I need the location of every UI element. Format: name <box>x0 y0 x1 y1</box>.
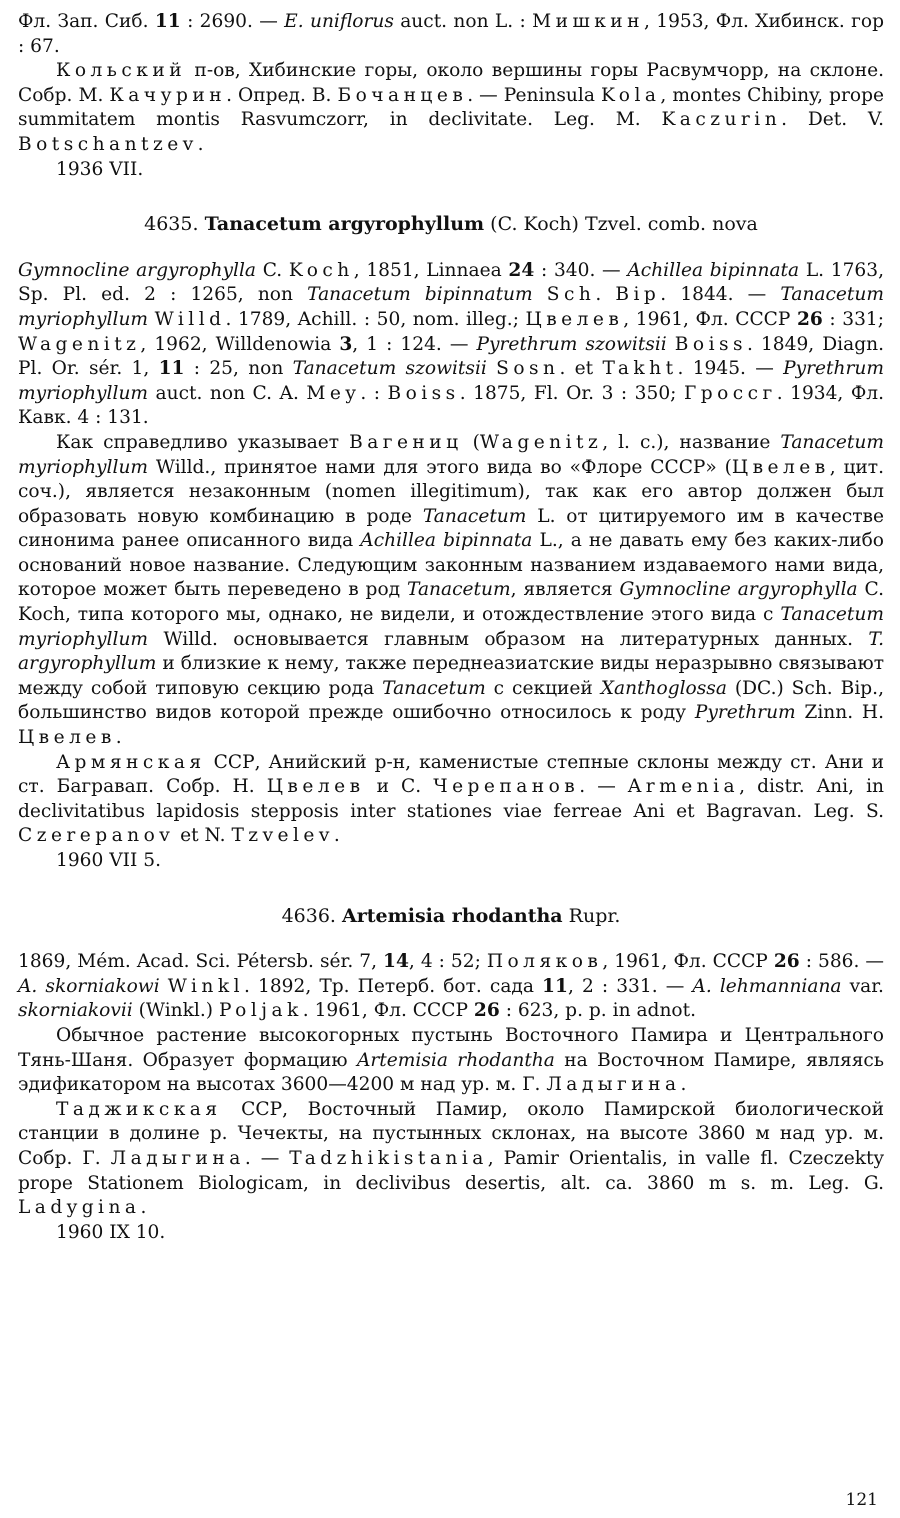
page-number: 121 <box>845 1490 878 1510</box>
species-heading-4635: 4635. Tanacetum argyrophyllum (C. Koch) Tzvel. comb. nova <box>144 213 758 236</box>
continued-date: 1936 VII. <box>56 158 144 180</box>
locality-4635: Армянская ССР, Анийский р-н, каменистые степные склоны между ст. Ани и ст. Багравап. Собр. Н. Цвелев и С. Черепанов. — Armenia, distr. Ani, in declivitatibus lapidosis stepposis inter stationes viae ferreae Ani et Bagravan. Leg. S. Czerepanov et N. Tzvelev. <box>18 751 884 847</box>
species-heading-4636: 4636. Artemisia rhodantha Rupr. <box>281 904 621 927</box>
continued-locality: Кольский п-ов, Хибинские горы, около вершины горы Расвумчорр, на склоне. Собр. М. Качурин. Опред. В. Бочанцев. — Peninsula Kola, montes Chibiny, prope summitatem montis Rasvumczorr, in declivitate. Leg. M. Kaczurin. Det. V. Botschantzev. <box>18 60 884 155</box>
continued-synonymy: Фл. Зап. Сиб. 11 : 2690. — E. uniflorus auct. non L. : Мишкин, 1953, Фл. Хибинск. гор : 67. <box>18 11 885 57</box>
date-4635: 1960 VII 5. <box>56 850 161 871</box>
date-4636: 1960 IX 10. <box>56 1221 166 1243</box>
locality-4636: Таджикская ССР, Восточный Памир, около Памирской биологической станции в долине р. Чечекты, на пустынных склонах, на высоте 3860 м над ур. м. Собр. Г. Ладыгина. — Tadzhikistania, Pamir Orientalis, in valle fl. Czeczekty prope Stationem Biologicam, in declivibus desertis, alt. ca. 3860 m s. m. Leg. G. Ladygina. <box>18 1098 884 1219</box>
note-4635: Как справедливо указывает Вагениц (Wagenitz, l. c.), название Tanacetum myriophyllum Willd., принятое нами для этого вида во «Флоре СССР» (Цвелев, цит. соч.), является незаконным (nomen illegitimum), так как его автор должен был образовать новую комбинацию в роде Tanacetum L. от цитируемого им в качестве синонима ранее описанного вида Achillea bipinnata L., а не давать ему без каких-либо оснований новое название. Следующим законным названием издаваемого нами вида, которое может быть переведено в род Tanacetum, является Gymnocline argyrophylla C. Koch, типа которого мы, однако, не видели, и отождествление этого вида с Tanacetum myriophyllum Willd. основывается главным образом на литературных данных. T. argyrophyllum и близкие к нему, также переднеазиатские виды неразрывно связывают между собой типовую секцию рода Tanacetum с секцией Xanthoglossa (DC.) Sch. Bip., большинство видов которой прежде ошибочно относилось к роду Pyrethrum Zinn. Н. Цвелев. <box>18 431 884 749</box>
text-column <box>18 10 884 1245</box>
synonymy-4636: 1869, Mém. Acad. Sci. Pétersb. sér. 7, 14, 4 : 52; Поляков, 1961, Фл. СССР 26 : 586. — A. skorniakowi Winkl. 1892, Тр. Петерб. бот. сада 11, 2 : 331. — A. lehmanniana var. skorniakovii (Winkl.) Poljak. 1961, Фл. СССР 26 : 623, p. p. in adnot. <box>18 951 884 1022</box>
note-4636: Обычное растение высокогорных пустынь Восточного Памира и Центрального Тянь-Шаня. Образует формацию Artemisia rhodantha на Восточном Памире, являясь эдификатором на высотах 3600—4200 м над ур. м. Г. Ладыгина. <box>18 1024 884 1096</box>
synonymy-4635: Gymnocline argyrophylla C. Koch, 1851, Linnaea 24 : 340. — Achillea bipinnata L. 1763, Sp. Pl. ed. 2 : 1265, non Tanacetum bipinnatum Sch. Bip. 1844. — Tanacetum myriophyllum Willd. 1789, Achill. : 50, nom. illeg.; Цвелев, 1961, Фл. СССР 26 : 331; Wagenitz, 1962, Willdenowia 3, 1 : 124. — Pyrethrum szowitsii Boiss. 1849, Diagn. Pl. Or. sér. 1, 11 : 25, non Tanacetum szowitsii Sosn. et Takht. 1945. — Pyrethrum myriophyllum auct. non C. A. Mey. : Boiss. 1875, Fl. Or. 3 : 350; Гроссг. 1934, Фл. Кавк. 4 : 131. <box>18 259 885 429</box>
